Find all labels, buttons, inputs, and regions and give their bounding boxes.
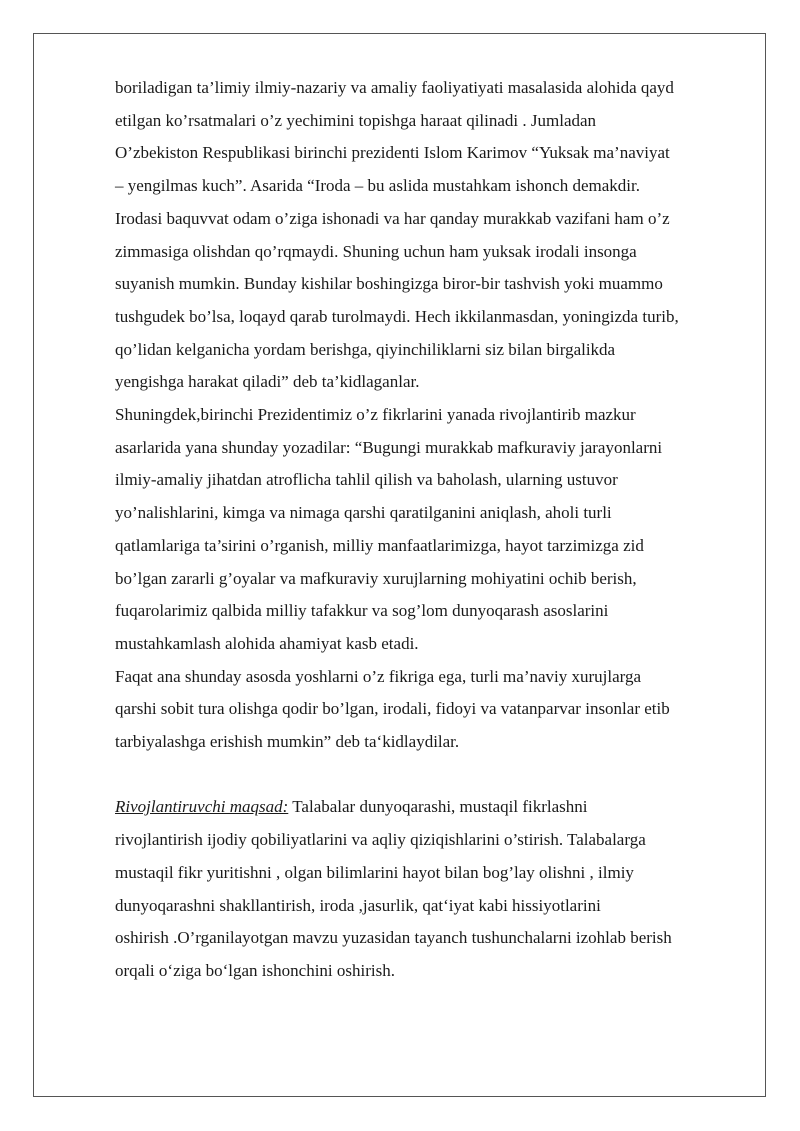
text-line: etilgan ko’rsatmalari o’z yechimini topishga haraat qilinadi . Jumladan (115, 110, 597, 130)
paragraph-spacer (115, 759, 745, 792)
text-line: Faqat ana shunday asosda yoshlarni o’z fikriga ega, turli ma’naviy xurujlarga (115, 666, 642, 686)
document-body (115, 72, 745, 988)
text-line: mustahkamlash alohida ahamiyat kasb etadi. (115, 633, 419, 653)
text-fragment: Talabalar dunyoqarashi, mustaqil fikrlashni (288, 797, 588, 817)
text-line: bo’lgan zararli g’oyalar va mafkuraviy xurujlarning mohiyatini ochib berish, (115, 568, 637, 588)
text-line: Shuningdek,birinchi Prezidentimiz o’z fikrlarini yanada rivojlantirib mazkur (115, 405, 636, 425)
paragraph-yoshlar (115, 661, 745, 759)
text-line: rivojlantirish ijodiy qobiliyatlarini va aqliy qiziqishlarini o’stirish. Talabalarga (115, 830, 646, 850)
paragraph-mafkura (115, 399, 745, 661)
text-line: Irodasi baquvvat odam o’ziga ishonadi va har qanday murakkab vazifani ham o’z (115, 208, 670, 228)
text-line: mustaqil fikr yuritishni , olgan bilimlarini hayot bilan bog’lay olishni , ilmiy (115, 862, 634, 882)
text-line: ilmiy-amaliy jihatdan atroflicha tahlil qilish va baholash, ularning ustuvor (115, 470, 618, 490)
text-line: qatlamlariga ta’sirini o’rganish, milliy manfaatlarimizga, hayot tarzimizga zid (115, 535, 644, 555)
text-line: qarshi sobit tura olishga qodir bo’lgan, irodali, fidoyi va vatanparvar insonlar etib (115, 699, 670, 719)
text-line: orqali o‘ziga bo‘lgan ishonchini oshirish. (115, 960, 395, 980)
text-line (115, 791, 745, 824)
text-line: suyanish mumkin. Bunday kishilar boshingizga biror-bir tashvish yoki muammo (115, 274, 663, 294)
text-line: qo’lidan kelganicha yordam berishga, qiyinchiliklarni siz bilan birgalikda (115, 339, 616, 359)
text-line: tushgudek bo’lsa, loqayd qarab turolmaydi. Hech ikkilanmasdan, yoningizda turib, (115, 306, 679, 326)
paragraph-rivojlantiruvchi-maqsad (115, 791, 745, 987)
text-line: tarbiyalashga erishish mumkin” deb ta‘kidlaydilar. (115, 732, 460, 752)
text-line: boriladigan ta’limiy ilmiy-nazariy va amaliy faoliyatiyati masalasida alohida qayd (115, 78, 674, 97)
section-label: Rivojlantiruvchi maqsad: (115, 797, 289, 817)
text-line: oshirish .O’rganilayotgan mavzu yuzasidan tayanch tushunchalarni izohlab berish (115, 928, 672, 948)
text-line: fuqarolarimiz qalbida milliy tafakkur va sog’lom dunyoqarash asoslarini (115, 601, 609, 621)
text-line: dunyoqarashni shakllantirish, iroda ,jasurlik, qat‘iyat kabi hissiyotlarini (115, 895, 601, 915)
paragraph-iroda (115, 72, 745, 399)
text-line: asarlarida yana shunday yozadilar: “Bugungi murakkab mafkuraviy jarayonlarni (115, 437, 663, 457)
text-line: zimmasiga olishdan qo’rqmaydi. Shuning uchun ham yuksak irodali insonga (115, 241, 637, 261)
text-line: yo’nalishlarini, kimga va nimaga qarshi qaratilganini aniqlash, aholi turli (115, 503, 612, 523)
text-line: – yengilmas kuch”. Asarida “Iroda – bu aslida mustahkam ishonch demakdir. (115, 176, 640, 196)
text-line: O’zbekiston Respublikasi birinchi prezidenti Islom Karimov “Yuksak ma’naviyat (115, 143, 670, 163)
text-line: yengishga harakat qiladi” deb ta’kidlaganlar. (115, 372, 420, 392)
